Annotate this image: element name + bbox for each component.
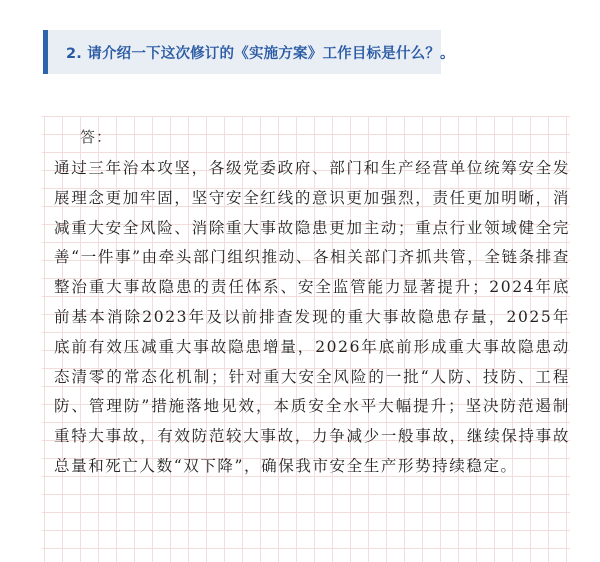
question-box: [43, 30, 455, 74]
answer-label: 答：: [80, 128, 113, 146]
answer-grid-paper: [42, 116, 570, 562]
question-text: 2. 请介绍一下这次修订的《实施方案》工作目标是什么？。: [66, 45, 455, 62]
answer-body: 通过三年治本攻坚，各级党委政府、部门和生产经营单位统筹安全发展理念更加牢固，坚守安全红线的意识更加强烈，责任更加明晰，消减重大安全风险、消除重大事故隐患更加主动；重点行业领域健全完善“一件事”由牵头部门组织推动、各相关部门齐抓共管，全链条排查整治重大事故隐患的责任体系、安全监管能力显著提升；2024年底前基本消除2023年及以前排查发现的重大事故隐患存量，2025年底前有效压减重大事故隐患增量，2026年底前形成重大事故隐患动态清零的常态化机制；针对重大安全风险的一批“人防、技防、工程防、管理防”措施落地见效，本质安全水平大幅提升；坚决防范遏制重特大事故，有效防范较大事故，力争减少一般事故，继续保持事故总量和死亡人数“双下降”，确保我市安全生产形势持续稳定。: [54, 159, 570, 475]
